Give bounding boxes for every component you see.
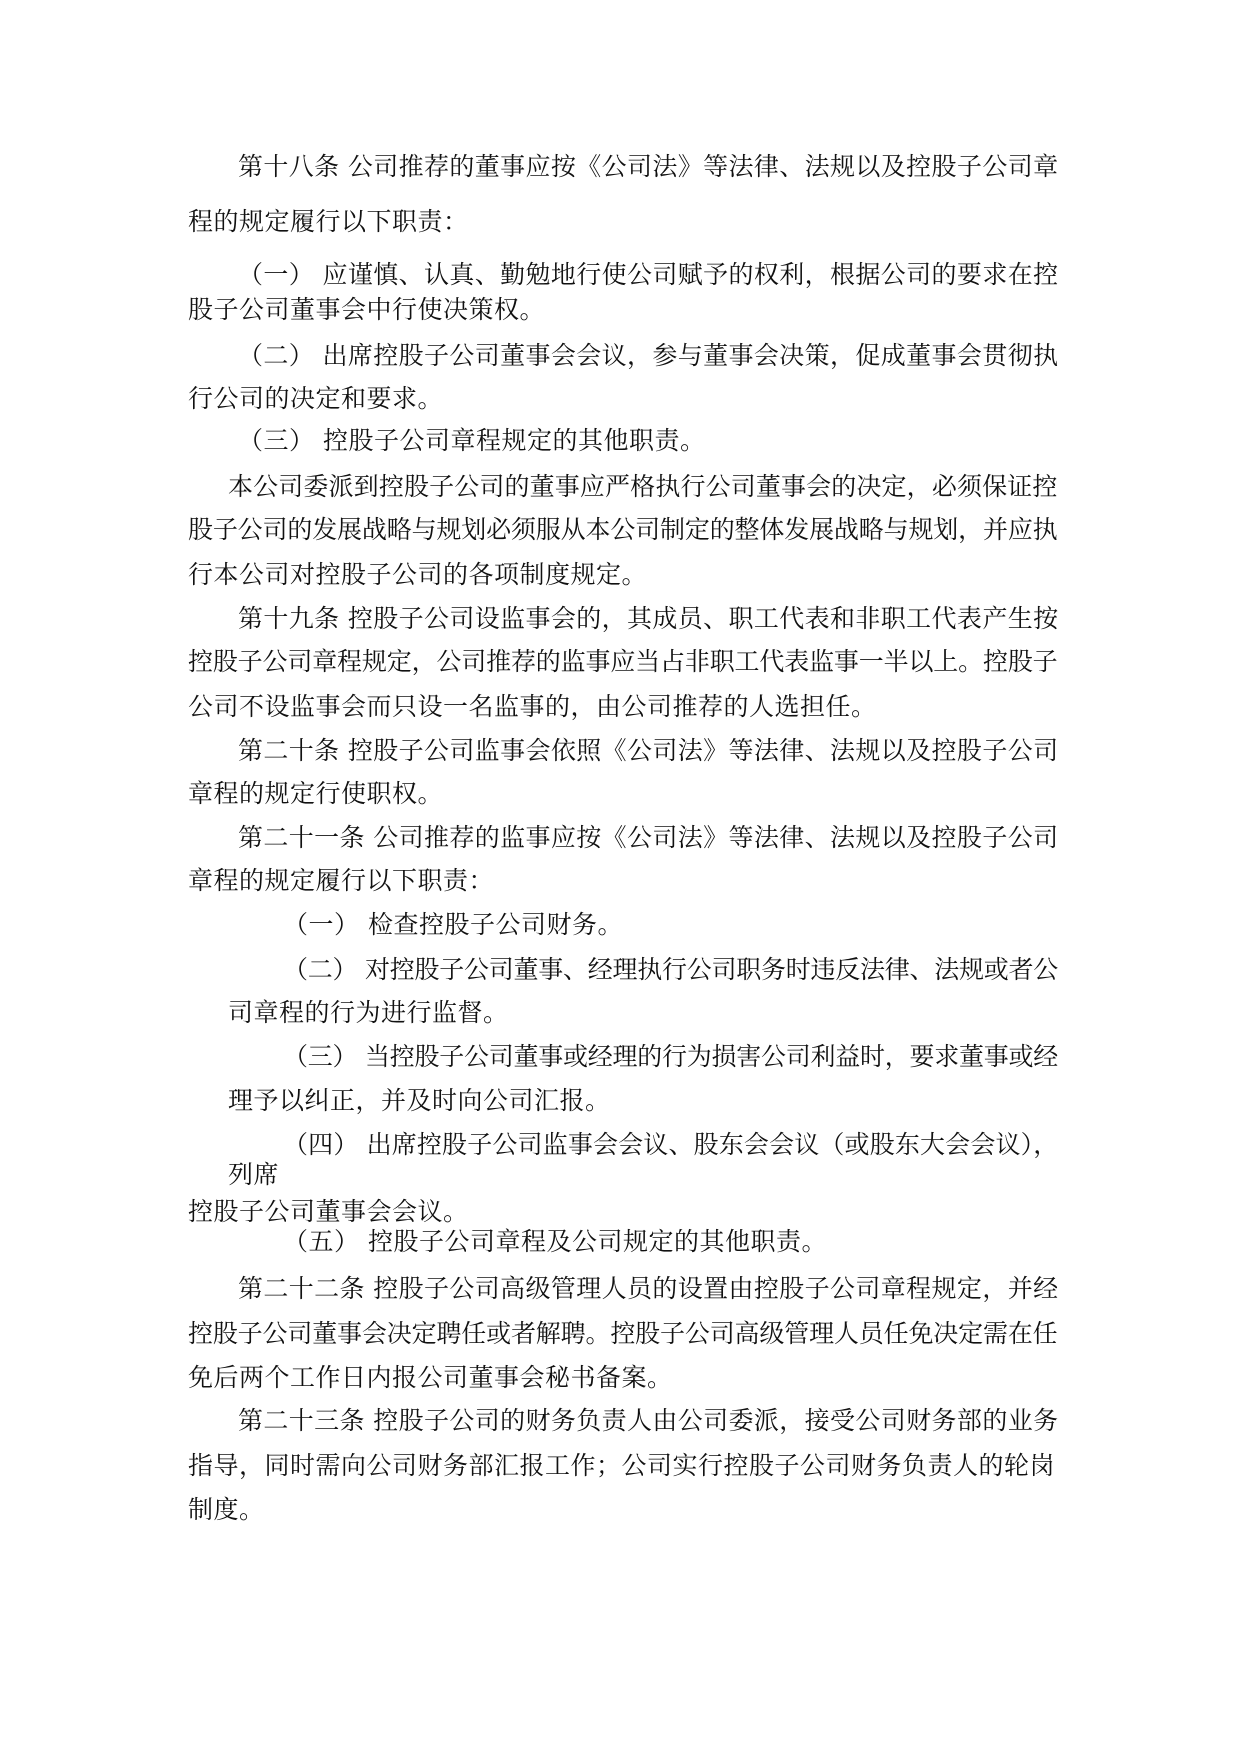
article-22-line-1: 第二十二条 控股子公司高级管理人员的设置由控股子公司章程规定，并经 xyxy=(238,1274,1059,1303)
article-18-para-line-2: 股子公司的发展战略与规划必须服从本公司制定的整体发展战略与规划，并应执 xyxy=(188,515,1058,544)
article-21-item-4-line-2: 列席 xyxy=(228,1160,280,1189)
article-19-line-3: 公司不设监事会而只设一名监事的，由公司推荐的人选担任。 xyxy=(188,692,877,721)
article-21-line-2: 章程的规定履行以下职责： xyxy=(188,866,495,895)
article-21-item-3-line-1: （三） 当控股子公司董事或经理的行为损害公司利益时，要求董事或经 xyxy=(283,1042,1058,1071)
article-18-line-2: 程的规定履行以下职责： xyxy=(188,207,469,236)
article-22-line-3: 免后两个工作日内报公司董事会秘书备案。 xyxy=(188,1363,673,1392)
article-23-line-2: 指导，同时需向公司财务部汇报工作；公司实行控股子公司财务负责人的轮岗 xyxy=(188,1451,1056,1480)
article-18-item-1-line-1: （一） 应谨慎、认真、勤勉地行使公司赋予的权利，根据公司的要求在控 xyxy=(238,260,1059,289)
article-18-item-1-line-2: 股子公司董事会中行使决策权。 xyxy=(188,295,546,324)
article-23-line-1: 第二十三条 控股子公司的财务负责人由公司委派，接受公司财务部的业务 xyxy=(238,1406,1059,1435)
article-22-line-2: 控股子公司董事会决定聘任或者解聘。控股子公司高级管理人员任免决定需在任 xyxy=(188,1319,1058,1348)
article-18-para-line-1: 本公司委派到控股子公司的董事应严格执行公司董事会的决定，必须保证控 xyxy=(228,472,1058,501)
article-19-line-2: 控股子公司章程规定，公司推荐的监事应当占非职工代表监事一半以上。控股子 xyxy=(188,647,1058,676)
article-20-line-2: 章程的规定行使职权。 xyxy=(188,779,444,808)
article-18-item-3: （三） 控股子公司章程规定的其他职责。 xyxy=(238,426,706,455)
article-21-line-1: 第二十一条 公司推荐的监事应按《公司法》等法律、法规以及控股子公司 xyxy=(238,823,1059,852)
article-18-line-1: 第十八条 公司推荐的董事应按《公司法》等法律、法规以及控股子公司章 xyxy=(238,152,1059,181)
article-21-item-1: （一） 检查控股子公司财务。 xyxy=(283,910,623,939)
article-19-line-1: 第十九条 控股子公司设监事会的，其成员、职工代表和非职工代表产生按 xyxy=(238,604,1059,633)
article-18-item-2-line-1: （二） 出席控股子公司董事会会议，参与董事会决策，促成董事会贯彻执 xyxy=(238,341,1059,370)
article-23-line-3: 制度。 xyxy=(188,1495,265,1524)
article-18-item-2-line-2: 行公司的决定和要求。 xyxy=(188,384,444,413)
article-18-para-line-3: 行本公司对控股子公司的各项制度规定。 xyxy=(188,560,648,589)
article-21-item-2-line-2: 司章程的行为进行监督。 xyxy=(228,998,509,1027)
article-21-item-3-line-2: 理予以纠正，并及时向公司汇报。 xyxy=(228,1086,611,1115)
article-21-item-4-line-3: 控股子公司董事会会议。 xyxy=(188,1197,469,1226)
article-21-item-2-line-1: （二） 对控股子公司董事、经理执行公司职务时违反法律、法规或者公 xyxy=(283,955,1058,984)
article-21-item-5: （五） 控股子公司章程及公司规定的其他职责。 xyxy=(283,1227,827,1256)
article-21-item-4-line-1: （四） 出席控股子公司监事会会议、股东会会议（或股东大会会议）， xyxy=(283,1130,1059,1159)
article-20-line-1: 第二十条 控股子公司监事会依照《公司法》等法律、法规以及控股子公司 xyxy=(238,736,1059,765)
